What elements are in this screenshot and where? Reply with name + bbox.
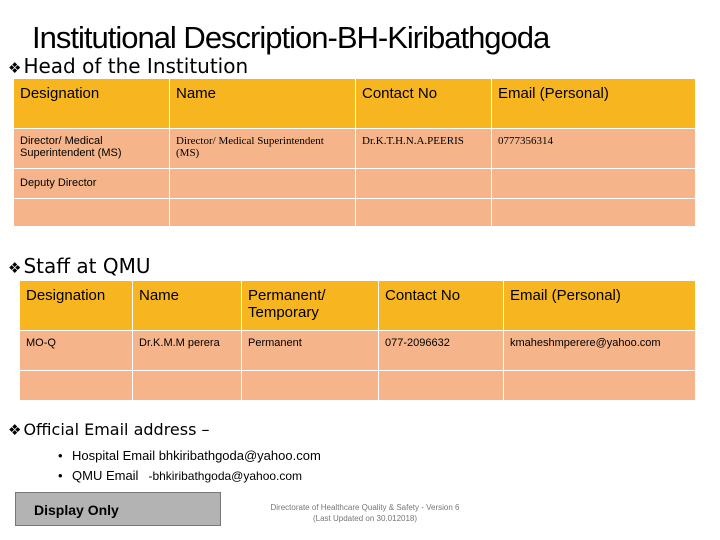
head-section-heading [8,56,248,76]
table-row [20,371,696,401]
column-header: Designation [20,281,133,331]
column-header: Name [170,79,356,129]
footer [240,502,490,524]
table-cell [492,199,696,227]
table-row [14,169,696,199]
table-cell: Dr.K.T.H.N.A.PEERIS [356,129,492,169]
table-cell [20,371,133,401]
page-title: Institutional Description-BH-Kiribathgoda [32,20,550,55]
column-header: Permanent/ Temporary [242,281,379,331]
table-cell [133,371,242,401]
head-table-header-row [14,79,696,129]
staff-section-heading [8,256,150,276]
diamond-bullet-icon: ❖ [8,259,22,277]
table-cell [356,169,492,199]
table-cell: Director/ Medical Superintendent (MS) [14,129,170,169]
column-header: Email (Personal) [492,79,696,129]
table-cell: Deputy Director [14,169,170,199]
diamond-bullet-icon: ❖ [8,59,22,77]
table-cell: 0777356314 [492,129,696,169]
table-cell [170,169,356,199]
display-only-badge: Display Only [15,492,221,526]
table-cell [14,199,170,227]
hospital-email-text: Hospital Email bhkiribathgoda@yahoo.com [72,448,321,463]
table-cell: MO-Q [20,331,133,371]
email-list [58,446,321,486]
table-cell: kmaheshmperere@yahoo.com [504,331,696,371]
table-cell [379,371,504,401]
table-row [20,331,696,371]
list-item [58,446,321,466]
column-header: Email (Personal) [504,281,696,331]
table-row [14,129,696,169]
staff-section-heading-text: Staff at QMU [23,254,151,278]
table-cell: Director/ Medical Superintendent (MS) [170,129,356,169]
staff-table [19,280,696,401]
table-row [14,199,696,227]
table-cell [492,169,696,199]
head-section-heading-text: Head of the Institution [23,54,249,78]
dot-bullet-icon: • [58,468,63,483]
diamond-bullet-icon: ❖ [8,421,22,439]
table-cell [170,199,356,227]
table-cell: Dr.K.M.M perera [133,331,242,371]
email-section-heading [8,422,210,438]
table-cell [242,371,379,401]
qmu-email-label: QMU Email [72,468,139,483]
column-header: Contact No [379,281,504,331]
table-cell: Permanent [242,331,379,371]
table-cell [356,199,492,227]
head-table [13,78,696,227]
staff-table-header-row [20,281,696,331]
table-cell: 077-2096632 [379,331,504,371]
list-item [58,466,321,486]
column-header: Designation [14,79,170,129]
email-section-heading-text: Official Email address – [23,420,210,439]
footer-line-2: (Last Updated on 30.012018) [312,514,418,523]
column-header: Contact No [356,79,492,129]
column-header: Name [133,281,242,331]
qmu-email-value: -bhkiribathgoda@yahoo.com [148,469,303,483]
table-cell [504,371,696,401]
footer-line-1: Directorate of Healthcare Quality & Safety - Version 6 [270,503,460,512]
dot-bullet-icon: • [58,448,63,463]
